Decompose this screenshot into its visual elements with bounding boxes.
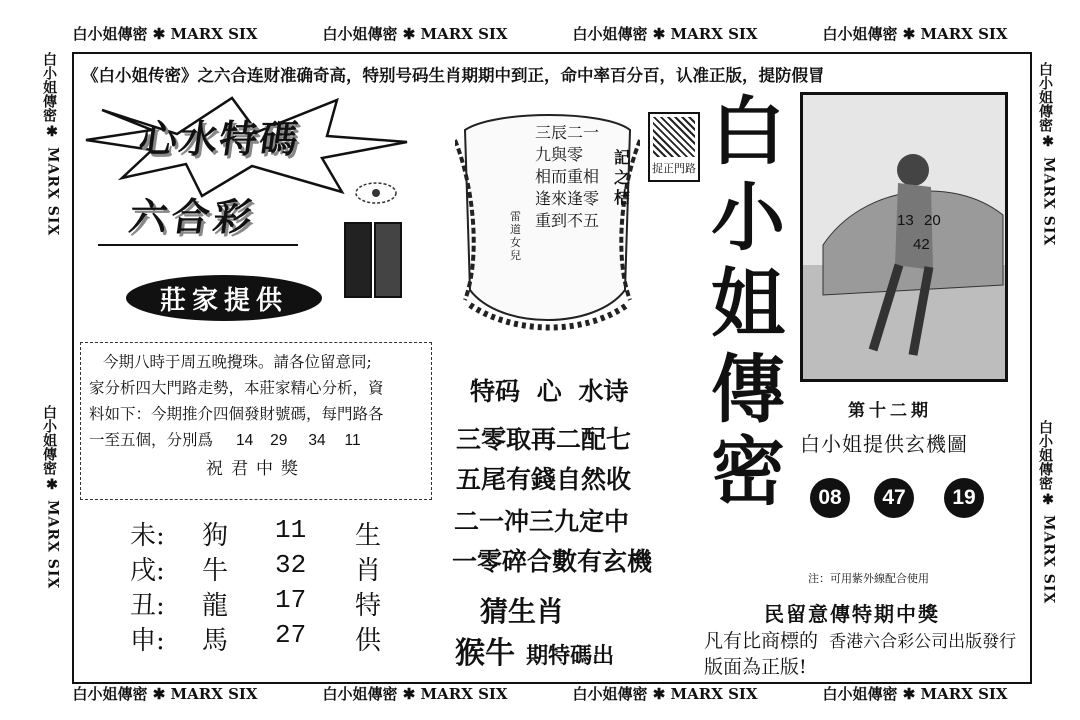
border-cjk: 白小姐傳密	[1037, 420, 1053, 490]
left-border-band	[38, 52, 66, 240]
branch: 丑:	[130, 591, 165, 621]
scroll-line: 相而重相	[535, 167, 600, 186]
number-ball: 47	[874, 478, 914, 518]
uv-note: 注：可用紫外線配合使用	[808, 572, 929, 585]
analysis-line: 一至五個，分別爲 14 29 34 11	[89, 431, 361, 449]
poem-title: 特码 心 水诗	[470, 377, 629, 406]
main-title	[708, 89, 788, 515]
top-border-band	[40, 22, 1040, 44]
border-unit: 白小姐傳密 ✱ MARX SIX	[322, 684, 508, 703]
ornament-icon	[352, 178, 400, 208]
tag: 肖	[355, 556, 382, 586]
star-icon: ✱	[46, 477, 58, 493]
seal-stamp-2	[374, 222, 402, 298]
border-cjk: 白小姐傳密	[41, 405, 57, 475]
border-latin: MARX SIX	[44, 500, 61, 590]
poem-line: 三零取再二配七	[456, 425, 632, 454]
photo-number: 13	[897, 212, 914, 229]
border-unit: 白小姐傳密 ✱ MARX SIX	[72, 684, 258, 703]
number: 17	[275, 585, 307, 615]
divider	[98, 244, 298, 246]
title-char: 密	[711, 429, 785, 515]
border-unit: 白小姐傳密 ✱ MARX SIX	[72, 24, 258, 43]
star-icon: ✱	[1042, 134, 1054, 150]
branch: 未:	[130, 521, 165, 551]
border-unit: 白小姐傳密 ✱ MARX SIX	[572, 24, 758, 43]
heading-text: 心水特碼	[136, 116, 303, 161]
answer-small: 期特碼出	[526, 643, 615, 669]
stamp-label: 捉正門路	[652, 162, 696, 175]
photo-image	[803, 95, 1005, 379]
title-char: 白	[711, 89, 785, 175]
number: 32	[275, 550, 307, 580]
number: 27	[275, 620, 307, 650]
footer-part: 香港六合彩公司出版發行	[829, 632, 1017, 652]
tag: 生	[355, 521, 382, 551]
scroll-line: 九與零	[535, 145, 584, 164]
seal-stamp-1	[344, 222, 372, 298]
analysis-box	[80, 342, 432, 500]
photo-number: 20	[924, 212, 941, 229]
title-char: 傳	[711, 347, 785, 433]
analysis-line: 料如下：今期推介四個發財號碼，每門路各	[89, 405, 384, 423]
border-unit: 白小姐傳密 ✱ MARX SIX	[822, 684, 1008, 703]
border-unit: 白小姐傳密 ✱ MARX SIX	[822, 24, 1008, 43]
border-latin: MARX SIX	[1040, 157, 1057, 247]
answer-big: 猴牛	[455, 636, 515, 671]
pick-number: 14	[235, 432, 254, 449]
footer-line: 民留意傳特期中獎	[764, 602, 940, 626]
scroll-line: 逢來逢零	[535, 189, 600, 208]
pick-number: 34	[308, 432, 326, 449]
guess-label: 猜生肖	[480, 595, 565, 628]
zodiac-row	[130, 620, 410, 656]
analysis-line: 今期八時于周五晚攪珠。請各位留意同;	[103, 353, 372, 371]
border-unit: 白小姐傳密 ✱ MARX SIX	[572, 684, 758, 703]
number: 11	[275, 515, 307, 545]
top-notice: 《白小姐传密》之六合连财准确奇高，特别号码生肖期期中到正，命中率百分百，认准正版，提防假冒	[82, 66, 825, 85]
animal: 牛	[202, 556, 229, 586]
title-char: 小	[711, 175, 785, 261]
footer-line	[704, 626, 1016, 653]
number-ball: 08	[810, 478, 850, 518]
subheading-text: 六合彩	[126, 194, 259, 239]
poem-line: 一零碎合數有玄機	[452, 547, 653, 576]
branch: 申:	[130, 626, 165, 656]
border-cjk: 白小姐傳密	[41, 52, 57, 122]
footer-part: 凡有比商標的	[704, 630, 819, 652]
poem-line: 五尾有錢自然收	[456, 465, 632, 494]
stamp-box	[648, 112, 700, 182]
right-border-band-2	[1034, 420, 1062, 608]
tag: 供	[355, 626, 382, 656]
star-icon: ✱	[46, 124, 58, 140]
pick-number: 29	[270, 432, 288, 449]
scroll-side-label: 記之桔	[614, 148, 631, 207]
bottom-border-band	[40, 682, 1040, 704]
scroll-line: 重到不五	[535, 211, 600, 230]
animal: 龍	[202, 591, 229, 621]
stamp-glyph-icon	[653, 117, 695, 157]
border-latin: MARX SIX	[1040, 515, 1057, 605]
zodiac-row	[130, 585, 410, 621]
right-border-band	[1034, 62, 1062, 250]
border-latin: MARX SIX	[44, 147, 61, 237]
pick-number: 11	[344, 432, 361, 449]
provides-label: 白小姐提供玄機圖	[800, 432, 968, 456]
border-unit: 白小姐傳密 ✱ MARX SIX	[322, 24, 508, 43]
title-char: 姐	[711, 261, 785, 347]
issue-label: 第十二期	[848, 401, 932, 421]
tag: 特	[355, 591, 382, 621]
answer-line	[455, 628, 614, 672]
blessing: 祝君中獎	[206, 459, 306, 479]
animal: 狗	[202, 521, 229, 551]
left-border-band-2	[38, 405, 66, 593]
border-cjk: 白小姐傳密	[1037, 62, 1053, 132]
photo-frame	[800, 92, 1008, 382]
number-ball: 19	[944, 478, 984, 518]
provider-label: 莊家提供	[159, 285, 288, 316]
star-icon: ✱	[1042, 492, 1054, 508]
poem-line: 二一冲三九定中	[454, 507, 630, 536]
provider-badge	[126, 275, 322, 321]
analysis-line: 家分析四大門路走勢，本莊家精心分析，資	[89, 379, 384, 397]
animal: 馬	[202, 626, 229, 656]
scroll-line: 三辰二一	[535, 123, 600, 142]
footer-line: 版面為正版!	[704, 656, 807, 678]
scroll-seal-text: 雷道女兒	[510, 210, 521, 262]
photo-number: 42	[913, 236, 930, 253]
scroll-text	[535, 122, 599, 232]
zodiac-row	[130, 515, 410, 551]
branch: 戌:	[130, 556, 165, 586]
zodiac-row	[130, 550, 410, 586]
